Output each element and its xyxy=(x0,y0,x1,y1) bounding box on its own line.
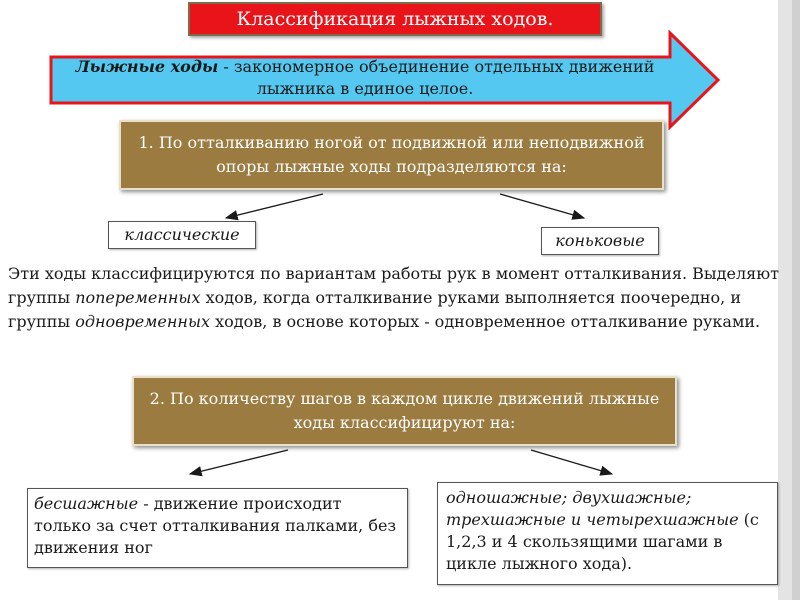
paragraph-part-3: ходов, в основе которых - одновременное отталкивание руками. xyxy=(210,312,761,331)
stepless-text: - движение происходит только за счет отталкивания палками, без движения ног xyxy=(34,494,397,557)
paragraph-part-1: Эти ходы классифицируются по вариантам работы рук в момент отталкивания. Выделяют группы xyxy=(8,264,779,307)
step-types-italic: одношажные; двухшажные; трехшажные и четырехшажные xyxy=(446,488,739,529)
criterion-1-box xyxy=(119,120,664,190)
slide-title: Классификация лыжных ходов. xyxy=(188,2,602,36)
criterion-1-text: 1. По отталкиванию ногой от подвижной или неподвижной опоры лыжные ходы подразделяются на: xyxy=(138,133,645,176)
skate-type-box: коньковые xyxy=(541,227,659,255)
paragraph-part-2: ходов, когда отталкивание руками выполняется поочередно, и группы xyxy=(8,288,741,331)
stepless-term: бесшажные xyxy=(34,494,139,513)
classic-type-box: классические xyxy=(108,221,256,249)
decorative-stripe-edge xyxy=(792,0,800,600)
connector-to-skate xyxy=(500,194,584,218)
connector-to-classic xyxy=(226,194,323,218)
step-types-text: (с 1,2,3 и 4 скользящими шагами в цикле лыжного хода). xyxy=(446,510,759,573)
connector-to-step-types xyxy=(531,450,612,474)
stepless-box xyxy=(27,488,408,568)
definition-term: Лыжные ходы xyxy=(75,57,219,76)
arm-work-paragraph xyxy=(8,262,783,357)
step-types-box xyxy=(437,482,778,585)
criterion-2-text: 2. По количеству шагов в каждом цикле движений лыжные ходы классифицируют на: xyxy=(149,389,660,432)
paragraph-italic-2: одновременных xyxy=(75,312,211,331)
criterion-2-box xyxy=(132,376,677,446)
definition-text xyxy=(60,56,670,106)
connector-to-stepless xyxy=(190,450,288,474)
definition-body: - закономерное объединение отдельных движений лыжника в единое целое. xyxy=(218,57,655,98)
paragraph-italic-1: попеременных xyxy=(75,288,201,307)
